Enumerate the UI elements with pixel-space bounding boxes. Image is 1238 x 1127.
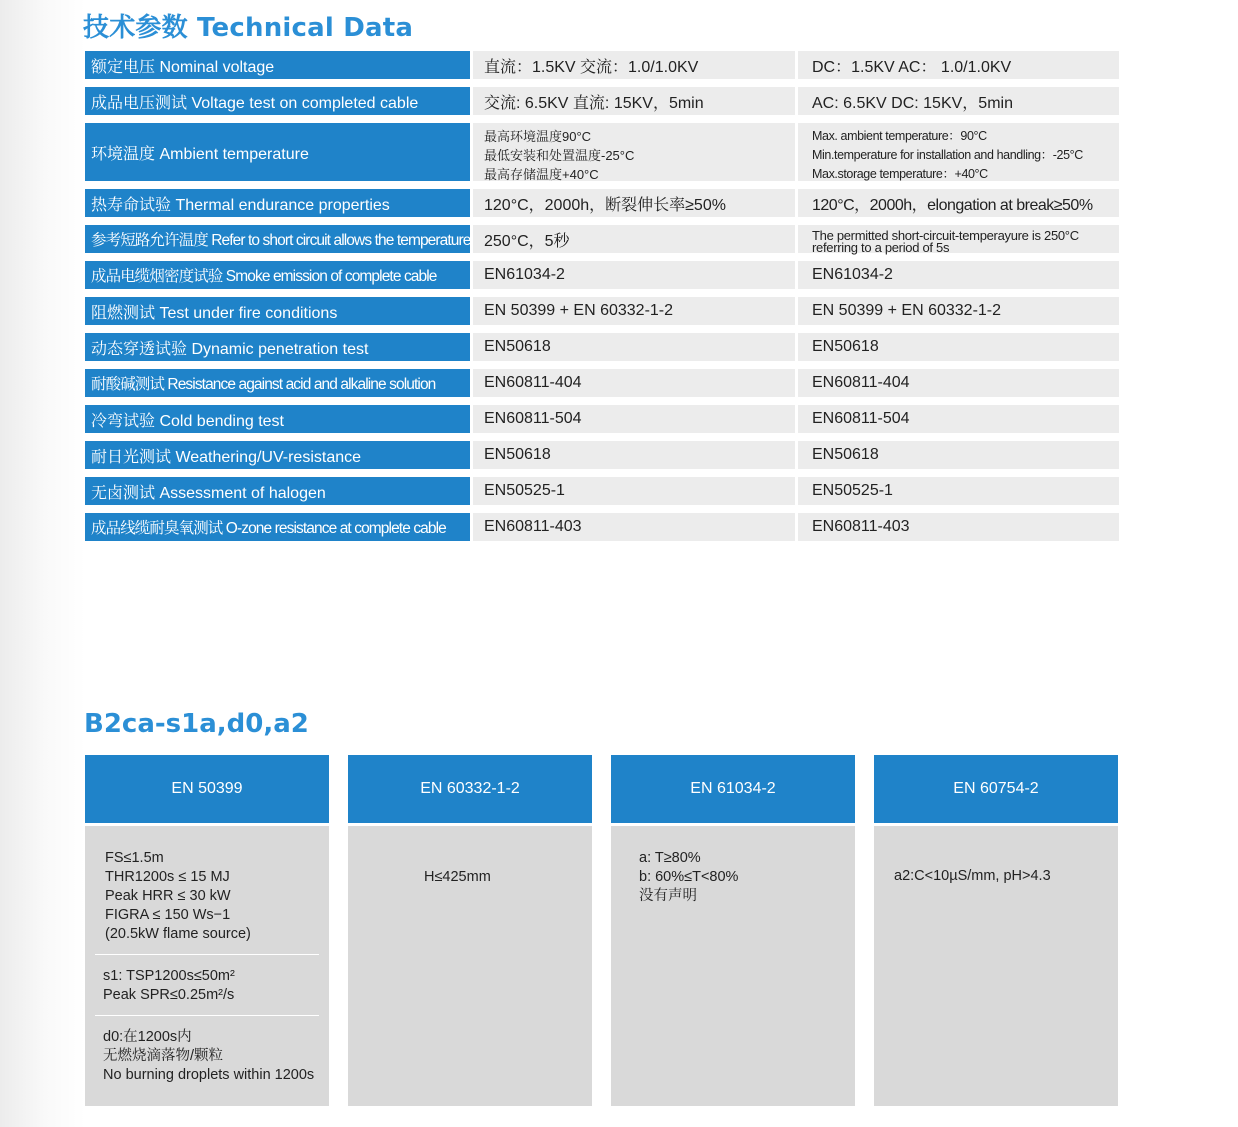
- row-value-cn: EN 50399 + EN 60332-1-2: [473, 297, 795, 325]
- row-value-cn: EN50618: [473, 441, 795, 469]
- row-label: 耐日光测试 Weathering/UV-resistance: [85, 441, 470, 469]
- standard-body: [348, 826, 592, 1106]
- value-line: Max. ambient temperature：90°C: [812, 129, 987, 143]
- row-value-cn: EN60811-504: [473, 405, 795, 433]
- table-row: [85, 225, 1119, 253]
- criteria-line: THR1200s ≤ 15 MJ: [105, 869, 230, 885]
- criteria-line: (20.5kW flame source): [105, 926, 251, 942]
- row-value-en: EN50525-1: [798, 477, 1119, 505]
- row-label: 耐酸碱测试 Resistance against acid and alkaline solution: [85, 369, 470, 397]
- standard-card: [611, 755, 855, 1106]
- criteria-block: [874, 867, 1118, 886]
- criteria-line: 没有声明: [639, 888, 697, 904]
- table-row: [85, 189, 1119, 217]
- row-value-en: [798, 123, 1119, 181]
- standard-header: EN 50399: [85, 755, 329, 823]
- standard-body: [874, 826, 1118, 1106]
- criteria-line: FIGRA ≤ 150 Ws−1: [105, 907, 231, 923]
- row-label: 额定电压 Nominal voltage: [85, 51, 470, 79]
- technical-data-table: [85, 51, 1119, 549]
- row-value-en: EN60811-404: [798, 369, 1119, 397]
- table-row: [85, 87, 1119, 115]
- criteria-line: Peak SPR≤0.25m²/s: [103, 987, 235, 1003]
- row-label: 环境温度 Ambient temperature: [85, 123, 470, 181]
- row-value-cn: [473, 123, 795, 181]
- row-label: 无卤测试 Assessment of halogen: [85, 477, 470, 505]
- standard-card: [348, 755, 592, 1106]
- row-value-en: EN61034-2: [798, 261, 1119, 289]
- criteria-line: H≤425mm: [424, 869, 491, 885]
- criteria-line: Peak HRR ≤ 30 kW: [105, 888, 231, 904]
- criteria-block: [85, 849, 329, 944]
- classification-title: B2ca-s1a,d0,a2: [84, 709, 309, 739]
- standard-header: EN 60754-2: [874, 755, 1118, 823]
- divider: [95, 1015, 319, 1016]
- row-value-cn: 120°C，2000h，断裂伸长率≥50%: [473, 189, 795, 217]
- row-value-cn: EN60811-404: [473, 369, 795, 397]
- row-value-cn: EN50525-1: [473, 477, 795, 505]
- row-label: 动态穿透试验 Dynamic penetration test: [85, 333, 470, 361]
- value-line: Min.temperature for installation and handling：-25°C: [812, 148, 1083, 162]
- row-value-en: EN 50399 + EN 60332-1-2: [798, 297, 1119, 325]
- criteria-line: No burning droplets within 1200s: [103, 1067, 315, 1083]
- criteria-block: [611, 849, 855, 906]
- row-value-en: EN50618: [798, 441, 1119, 469]
- row-label: 参考短路允许温度 Refer to short circuit allows the temperature: [85, 225, 470, 253]
- standard-card: [874, 755, 1118, 1106]
- criteria-block: [348, 868, 592, 887]
- row-value-en: AC: 6.5KV DC: 15KV，5min: [798, 87, 1119, 115]
- table-row: [85, 513, 1119, 541]
- criteria-line: 无燃烧滴落物/颗粒: [103, 1048, 224, 1064]
- row-label: 热寿命试验 Thermal endurance properties: [85, 189, 470, 217]
- row-value-en: The permitted short-circuit-temperayure is 250°C referring to a period of 5s: [798, 225, 1119, 253]
- criteria-line: b: 60%≤T<80%: [639, 869, 739, 885]
- value-line: 最高存储温度+40°C: [484, 167, 599, 182]
- row-label: 成品电缆烟密度试验 Smoke emission of complete cable: [85, 261, 470, 289]
- page-title: 技术参数 Technical Data: [83, 13, 414, 43]
- row-value-en: 120°C，2000h，elongation at break≥50%: [798, 189, 1119, 217]
- row-value-cn: EN61034-2: [473, 261, 795, 289]
- value-line: Max.storage temperature：+40°C: [812, 167, 988, 181]
- row-value-cn: 交流: 6.5KV 直流: 15KV，5min: [473, 87, 795, 115]
- criteria-line: a2:C<10µS/mm, pH>4.3: [894, 868, 1051, 884]
- table-row: [85, 297, 1119, 325]
- table-row: [85, 441, 1119, 469]
- row-label: 成品线缆耐臭氧测试 O-zone resistance at complete cable: [85, 513, 470, 541]
- table-row: [85, 477, 1119, 505]
- table-row: [85, 369, 1119, 397]
- criteria-line: a: T≥80%: [639, 850, 701, 866]
- standard-header: EN 61034-2: [611, 755, 855, 823]
- value-line: 最高环境温度90°C: [484, 129, 592, 144]
- criteria-line: FS≤1.5m: [105, 850, 164, 866]
- table-row: [85, 333, 1119, 361]
- row-label: 成品电压测试 Voltage test on completed cable: [85, 87, 470, 115]
- standard-body: [611, 826, 855, 1106]
- row-value-cn: EN60811-403: [473, 513, 795, 541]
- table-row: [85, 51, 1119, 79]
- criteria-line: d0:在1200s内: [103, 1029, 192, 1045]
- standard-card: [85, 755, 329, 1106]
- row-value-cn: 250°C，5秒: [473, 225, 795, 253]
- standard-header: EN 60332-1-2: [348, 755, 592, 823]
- table-row: [85, 261, 1119, 289]
- row-value-en: EN60811-504: [798, 405, 1119, 433]
- criteria-line: s1: TSP1200s≤50m²: [103, 968, 235, 984]
- row-value-en: EN60811-403: [798, 513, 1119, 541]
- standard-body: [85, 826, 329, 1106]
- table-row: [85, 123, 1119, 181]
- row-value-cn: EN50618: [473, 333, 795, 361]
- criteria-block: [85, 1028, 329, 1085]
- value-line: 最低安装和处置温度-25°C: [484, 148, 635, 163]
- row-label: 阻燃测试 Test under fire conditions: [85, 297, 470, 325]
- row-value-en: EN50618: [798, 333, 1119, 361]
- table-row: [85, 405, 1119, 433]
- divider: [95, 954, 319, 955]
- row-value-en: DC：1.5KV AC： 1.0/1.0KV: [798, 51, 1119, 79]
- row-value-cn: 直流：1.5KV 交流：1.0/1.0KV: [473, 51, 795, 79]
- row-label: 冷弯试验 Cold bending test: [85, 405, 470, 433]
- criteria-block: [85, 967, 329, 1005]
